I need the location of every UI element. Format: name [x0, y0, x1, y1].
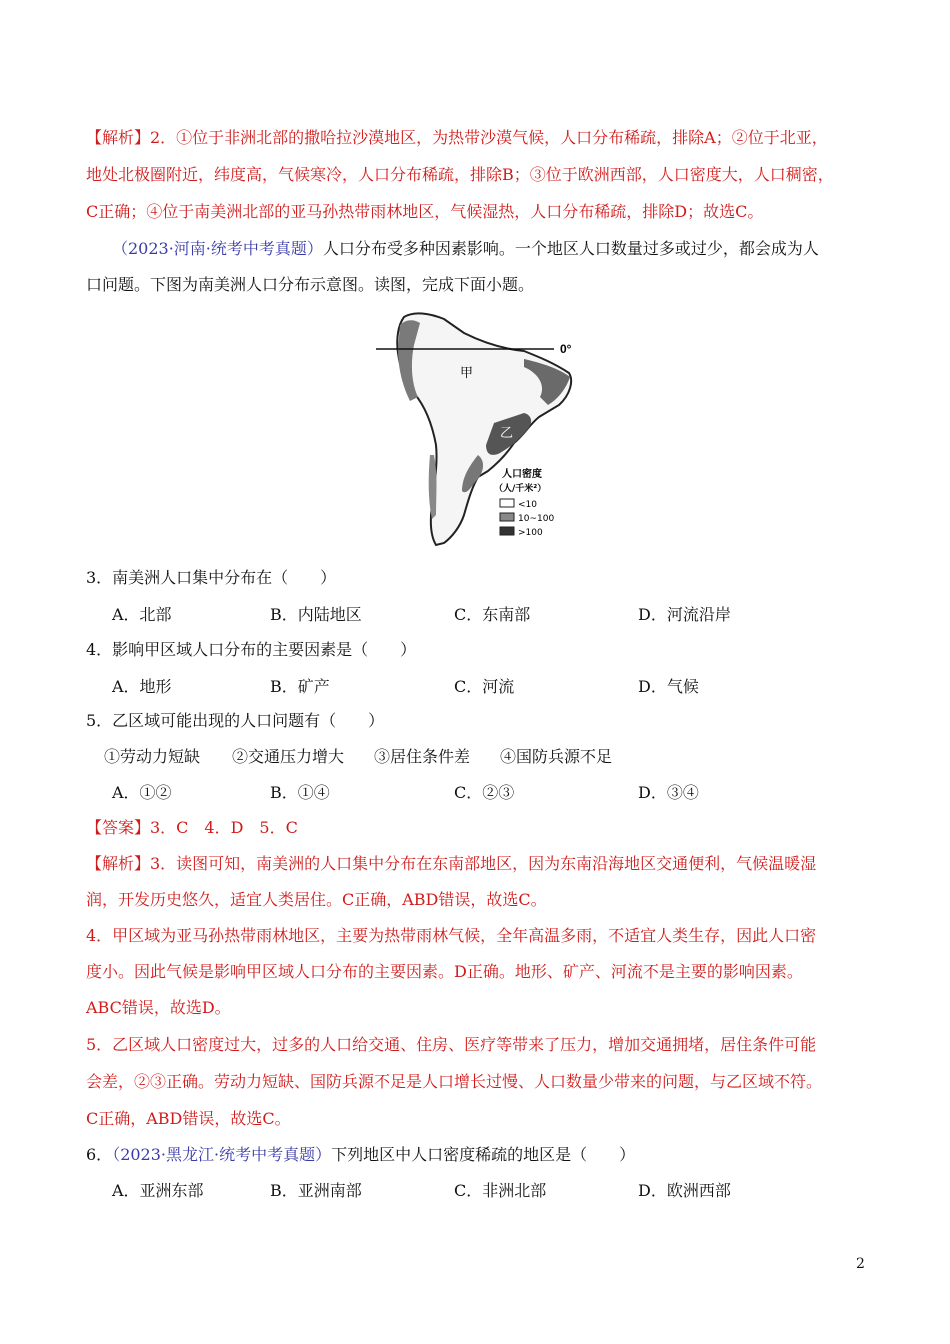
intro-line-1	[112, 239, 819, 259]
q6-stem-text: 下列地区中人口密度稀疏的地区是（ ）	[331, 1145, 636, 1164]
intro-text: 人口分布受多种因素影响。一个地区人口数量过多或过少，都会成为人	[322, 239, 819, 258]
q5-stem: 5．乙区域可能出现的人口问题有（ ）	[86, 711, 385, 730]
legend-swatch-low	[500, 499, 514, 507]
q4-option-d[interactable]: D．气候	[638, 677, 699, 696]
q6-option-d[interactable]: D．欧洲西部	[638, 1181, 731, 1200]
q5-option-a[interactable]: A．①②	[112, 783, 172, 802]
q3-option-c[interactable]: C．东南部	[454, 605, 531, 624]
analysis-5-line-1: 5．乙区域人口密度过大，过多的人口给交通、住房、医疗等带来了压力，增加交通拥堵，居住条件可能	[86, 1035, 817, 1054]
q2-analysis-line-3: C正确；④位于南美洲北部的亚马孙热带雨林地区，气候湿热，人口分布稀疏，排除D；故选C。	[86, 202, 764, 221]
q6-option-b[interactable]: B．亚洲南部	[270, 1181, 362, 1200]
q3-option-d[interactable]: D．河流沿岸	[638, 605, 731, 624]
analysis-3-line-1: 【解析】3．读图可知，南美洲的人口集中分布在东南部地区，因为东南沿海地区交通便利，气候温暖湿	[86, 854, 817, 873]
analysis-4-line-1: 4．甲区域为亚马孙热带雨林地区，主要为热带雨林气候，全年高温多雨，不适宜人类生存，因此人口密	[86, 926, 817, 945]
south-america-population-map	[374, 305, 584, 550]
q5-choice-3: ③居住条件差	[374, 747, 471, 766]
region-yi-label: 乙	[500, 426, 514, 441]
southwest-coast-region	[429, 455, 437, 519]
legend-unit: （人/千米²）	[494, 484, 547, 494]
q5-choice-1: ①劳动力短缺	[104, 747, 201, 766]
legend-label-low: <10	[518, 500, 537, 510]
q5-choice-4: ④国防兵源不足	[500, 747, 613, 766]
analysis-5-line-3: C正确，ABD错误，故选C。	[86, 1109, 291, 1128]
q6-option-c[interactable]: C．非洲北部	[454, 1181, 547, 1200]
analysis-5-line-2: 会差，②③正确。劳动力短缺、国防兵源不足是人口增长过慢、人口数量少带来的问题，与乙区域不符。	[86, 1072, 823, 1091]
q3-option-b[interactable]: B．内陆地区	[270, 605, 362, 624]
intro-line-2: 口问题。下图为南美洲人口分布示意图。读图，完成下面小题。	[86, 275, 535, 294]
q6-stem	[86, 1145, 635, 1165]
q2-analysis-line-2: 地处北极圈附近，纬度高，气候寒冷，人口分布稀疏，排除B；③位于欧洲西部，人口密度大，人口稠密，	[86, 165, 834, 184]
region-jia-label: 甲	[460, 366, 474, 381]
q5-option-b[interactable]: B．①④	[270, 783, 330, 802]
legend-swatch-high	[500, 527, 514, 535]
legend-swatch-mid	[500, 513, 514, 521]
intro-source: （2023·河南·统考中考真题）	[112, 239, 323, 258]
q3-stem: 3．南美洲人口集中分布在（ ）	[86, 568, 337, 587]
legend-label-high: >100	[518, 528, 543, 538]
answer-line: 【答案】3．C 4．D 5．C	[86, 818, 298, 837]
q4-option-b[interactable]: B．矿产	[270, 677, 330, 696]
analysis-4-line-2: 度小。因此气候是影响甲区域人口分布的主要因素。D正确。地形、矿产、河流不是主要的影响因素。	[86, 962, 803, 981]
legend-label-mid: 10~100	[518, 514, 555, 524]
continent-outline	[397, 313, 571, 545]
q4-stem: 4．影响甲区域人口分布的主要因素是（ ）	[86, 640, 417, 659]
analysis-3-line-2: 润，开发历史悠久，适宜人类居住。C正确，ABD错误，故选C。	[86, 890, 547, 909]
legend-title: 人口密度	[502, 469, 542, 480]
q6-option-a[interactable]: A．亚洲东部	[112, 1181, 204, 1200]
analysis-4-line-3: ABC错误，故选D。	[86, 998, 231, 1017]
q5-option-d[interactable]: D．③④	[638, 783, 699, 802]
q5-option-c[interactable]: C．②③	[454, 783, 515, 802]
q3-option-a[interactable]: A．北部	[112, 605, 172, 624]
q4-option-c[interactable]: C．河流	[454, 677, 515, 696]
page-number: 2	[856, 1256, 865, 1272]
q2-analysis-line-1: 【解析】2．①位于非洲北部的撒哈拉沙漠地区，为热带沙漠气候，人口分布稀疏，排除A；②位于北亚，	[86, 128, 828, 147]
equator-label: 0°	[560, 342, 572, 356]
q6-number: 6．	[86, 1145, 113, 1164]
q5-choice-2: ②交通压力增大	[232, 747, 345, 766]
q6-source: （2023·黑龙江·统考中考真题）	[112, 1145, 332, 1164]
q4-option-a[interactable]: A．地形	[112, 677, 172, 696]
